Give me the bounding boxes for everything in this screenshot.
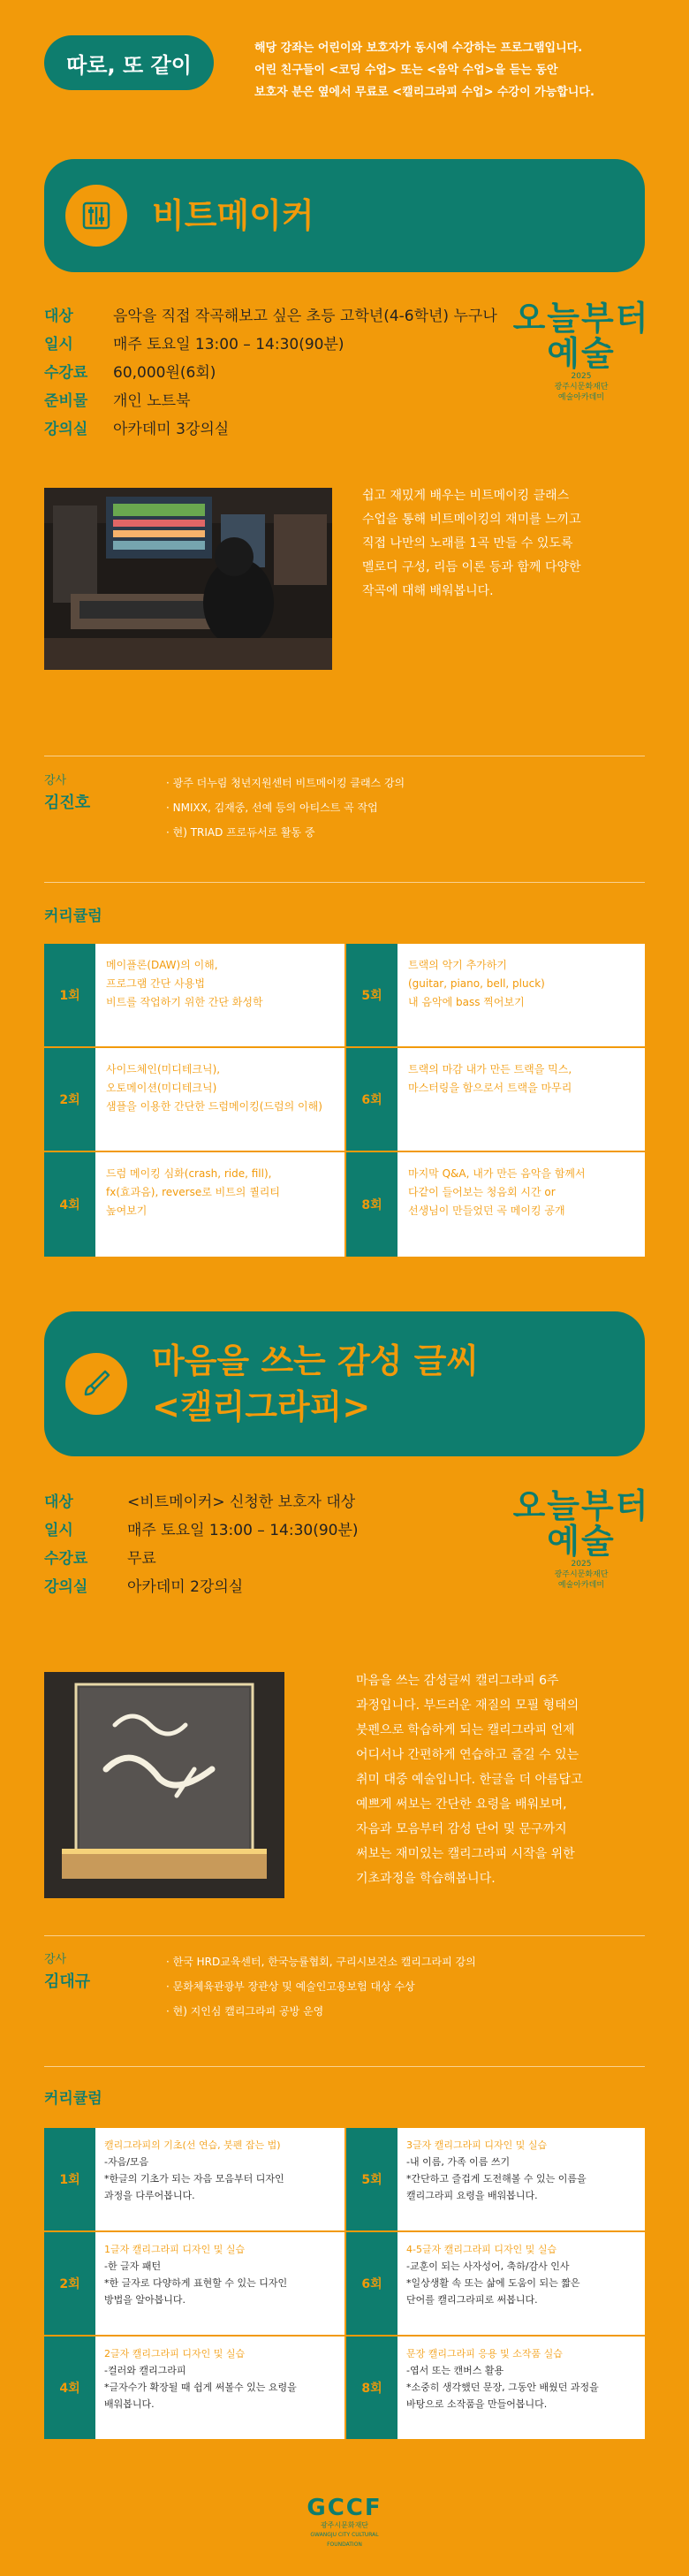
curriculum-cell <box>346 1048 645 1152</box>
divider <box>44 1935 645 1936</box>
desc-line: 마음을 쓰는 감성글씨 캘리그라피 6주 <box>356 1674 559 1688</box>
curriculum-title: 커리큘럼 <box>44 2090 102 2108</box>
curriculum-title: 커리큘럼 <box>44 908 102 925</box>
desc-line: 붓펜으로 학습하게 되는 캘리그라피 언제 <box>356 1723 575 1737</box>
session-text: 사이드체인(미디테크닉), 오토메이션(미디테크닉) 샘플을 이용한 간단한 드럼메이킹(드럼의 이해) <box>106 1063 322 1113</box>
info-value: 매주 토요일 13:00 – 14:30(90분) <box>127 1522 359 1539</box>
teacher-label: 강사 <box>44 774 67 787</box>
info-key: 일시 <box>44 1522 73 1539</box>
divider <box>44 882 645 883</box>
logo-year: 2025 <box>571 1560 592 1569</box>
desc-line: 작곡에 대해 배워봅니다. <box>362 584 494 598</box>
bio-item: · 광주 더누림 청년지원센터 비트메이킹 클래스 강의 <box>166 777 405 789</box>
desc-line: 예쁘게 써보는 간단한 요령을 배워보며, <box>356 1797 567 1812</box>
logo-line: 오늘부터 <box>512 1486 650 1525</box>
studio-photo <box>44 488 332 670</box>
academy-logo <box>511 300 652 403</box>
curriculum-cell <box>44 2128 344 2232</box>
info-row <box>44 1545 359 1573</box>
intro-section <box>44 35 645 99</box>
info-row <box>44 359 497 387</box>
intro-line: 해당 강좌는 어린이와 보호자가 동시에 수강하는 프로그램입니다. <box>254 42 583 55</box>
footer-logo <box>300 2496 389 2549</box>
course-info <box>44 1488 359 1601</box>
bio-item: · NMIXX, 김재중, 선예 등의 아티스트 곡 작업 <box>166 802 378 814</box>
course-banner-beatmaker <box>44 159 645 272</box>
desc-line: 쉽고 재밌게 배우는 비트메이킹 클래스 <box>362 489 570 503</box>
info-key: 강의실 <box>44 421 88 438</box>
desc-line: 수업을 통해 비트메이킹의 재미를 느끼고 <box>362 513 581 527</box>
teacher-name: 김대규 <box>44 1972 91 1991</box>
brush-icon <box>65 1353 127 1415</box>
curriculum-cell <box>346 1152 645 1258</box>
teacher-bio <box>166 1949 476 2024</box>
curriculum-table <box>44 944 645 1258</box>
info-value: 아카데미 2강의실 <box>127 1578 244 1596</box>
session-number: 2회 <box>44 2232 95 2335</box>
session-number: 1회 <box>44 944 95 1046</box>
teacher-bio <box>166 771 405 845</box>
course-title <box>152 1338 479 1430</box>
info-key: 일시 <box>44 336 73 353</box>
desc-line: 취미 대중 예술입니다. 한글을 더 아름답고 <box>356 1773 583 1787</box>
desc-line: 자음과 모음부터 감성 단어 및 문구까지 <box>356 1822 567 1836</box>
logo-line: 예술 <box>547 334 616 373</box>
info-key: 준비물 <box>44 392 88 410</box>
info-row <box>44 302 497 331</box>
bio-item: · 현) TRIAD 프로듀서로 활동 중 <box>166 826 315 839</box>
info-value: 아카데미 3강의실 <box>113 421 230 438</box>
info-value: 매주 토요일 13:00 – 14:30(90분) <box>113 336 344 353</box>
academy-logo <box>511 1488 652 1591</box>
logo-line: 오늘부터 <box>512 299 650 338</box>
session-text: 메이플론(DAW)의 이해, 프로그램 간단 사용법 비트를 작업하기 위한 간단 화성학 <box>106 959 263 1008</box>
logo-line: 예술 <box>547 1522 616 1561</box>
logo-org: 광주시문화재단 <box>554 1570 609 1579</box>
session-number: 8회 <box>346 1152 398 1257</box>
session-text: 2글자 캘리그라피 디자인 및 실습 -컬러와 캘리그라피 *글자수가 확장될 때 쉽게 써볼수 있는 요령을 배워봅니다. <box>104 2348 297 2410</box>
logo-org: 예술아카데미 <box>557 393 605 402</box>
intro-pill: 따로, 또 같이 <box>44 35 214 90</box>
curriculum-cell <box>44 944 344 1048</box>
footer-org-en: GWANGJU CITY CULTURAL FOUNDATION <box>310 2532 379 2548</box>
curriculum-cell <box>44 1152 344 1258</box>
curriculum-table <box>44 2128 645 2441</box>
bio-item: · 문화체육관광부 장관상 및 예술인고용보험 대상 수상 <box>166 1980 415 1993</box>
info-row <box>44 1516 359 1545</box>
bio-item: · 현) 지인심 캘리그라피 공방 운영 <box>166 2005 324 2017</box>
session-number: 8회 <box>346 2337 398 2439</box>
session-text: 드럼 메이킹 심화(crash, ride, fill), fx(효과음), reverse로 비트의 퀄리티 높여보기 <box>106 1167 280 1217</box>
info-value: <비트메이커> 신청한 보호자 대상 <box>127 1493 356 1511</box>
footer-org: 광주시문화재단 <box>320 2521 369 2529</box>
teacher-name: 김진호 <box>44 794 91 812</box>
session-text: 마지막 Q&A, 내가 만든 음악을 함께서 다같이 들어보는 청음회 시간 or 선생님이 만들었던 곡 메이킹 공개 <box>408 1167 586 1217</box>
desc-line: 멜로디 구성, 리듬 이론 등과 함께 다양한 <box>362 560 581 574</box>
session-text: 3글자 캘리그라피 디자인 및 실습 -내 이름, 가족 이름 쓰기 *간단하고 즐겁게 도전해볼 수 있는 이름을 캘리그라피 요령을 배워봅니다. <box>406 2139 587 2201</box>
session-text: 트랙의 마감 내가 만든 트랙을 믹스, 마스터링을 함으로서 트랙을 마무리 <box>408 1063 572 1094</box>
info-key: 수강료 <box>44 1550 88 1568</box>
curriculum-cell <box>346 944 645 1048</box>
curriculum-cell <box>346 2337 645 2441</box>
footer-mark: GCCF <box>307 2495 382 2521</box>
logo-org: 예술아카데미 <box>557 1581 605 1590</box>
info-row <box>44 331 497 359</box>
curriculum-cell <box>44 2232 344 2337</box>
intro-text <box>254 37 594 103</box>
course-description <box>356 1668 583 1891</box>
logo-org: 광주시문화재단 <box>554 383 609 391</box>
course-description <box>362 484 581 604</box>
session-text: 캘리그라피의 기초(선 연습, 붓펜 잡는 법) -자음/모음 *한글의 기초가 되는 자음 모음부터 디자인 과정을 다루어봅니다. <box>104 2139 284 2201</box>
session-number: 4회 <box>44 1152 95 1257</box>
info-row <box>44 387 497 415</box>
info-key: 대상 <box>44 1493 73 1511</box>
info-row <box>44 415 497 444</box>
session-text: 트랙의 악기 추가하기 (guitar, piano, bell, pluck) 내 음악에 bass 찍어보기 <box>408 959 545 1008</box>
info-value: 무료 <box>127 1550 156 1568</box>
session-number: 5회 <box>346 2128 398 2230</box>
curriculum-cell <box>346 2232 645 2337</box>
course-info <box>44 302 497 444</box>
calligraphy-photo <box>44 1672 284 1898</box>
info-key: 수강료 <box>44 364 88 382</box>
info-value: 음악을 직접 작곡해보고 싶은 초등 고학년(4-6학년) 누구나 <box>113 308 497 325</box>
info-row <box>44 1573 359 1601</box>
intro-line: 보호자 분은 옆에서 무료로 <캘리그라피 수업> 수강이 가능합니다. <box>254 86 594 99</box>
bio-item: · 한국 HRD교육센터, 한국능률협회, 구리시보건소 캘리그라피 강의 <box>166 1956 476 1968</box>
session-text: 문장 캘리그라피 응용 및 소작품 실습 -엽서 또는 캔버스 활용 *소중히 생각했던 문장, 그동안 배웠던 과정을 바탕으로 소작품을 만들어봅니다. <box>406 2348 599 2410</box>
session-text: 4-5글자 캘리그라피 디자인 및 실습 -교훈이 되는 사자성어, 축하/감사 인사 *일상생활 속 또는 삶에 도움이 되는 짧은 단어를 캘리그라피로 써봅니다. <box>406 2244 580 2306</box>
divider <box>44 2066 645 2067</box>
curriculum-cell <box>346 2128 645 2232</box>
course-banner-calligraphy <box>44 1311 645 1456</box>
desc-line: 과정입니다. 부드러운 재질의 모필 형태의 <box>356 1698 579 1713</box>
info-key: 강의실 <box>44 1578 88 1596</box>
info-value: 60,000원(6회) <box>113 364 216 382</box>
session-number: 6회 <box>346 1048 398 1151</box>
title-line: <캘리그라피> <box>152 1387 371 1426</box>
session-number: 1회 <box>44 2128 95 2230</box>
desc-line: 써보는 재미있는 캘리그라피 시작을 위한 <box>356 1847 575 1861</box>
info-value: 개인 노트북 <box>113 392 191 410</box>
session-number: 6회 <box>346 2232 398 2335</box>
desc-line: 직접 나만의 노래를 1곡 만들 수 있도록 <box>362 536 573 551</box>
info-row <box>44 1488 359 1516</box>
teacher-label: 강사 <box>44 1953 67 1966</box>
info-key: 대상 <box>44 308 73 325</box>
desc-line: 어디서나 간편하게 연습하고 즐길 수 있는 <box>356 1748 579 1762</box>
curriculum-cell <box>44 1048 344 1152</box>
session-number: 4회 <box>44 2337 95 2439</box>
intro-line: 어린 친구들이 <코딩 수업> 또는 <음악 수업>을 듣는 동안 <box>254 64 558 77</box>
session-number: 5회 <box>346 944 398 1046</box>
desc-line: 기초과정을 학습해봅니다. <box>356 1872 496 1886</box>
curriculum-cell <box>44 2337 344 2441</box>
title-line: 마음을 쓰는 감성 글씨 <box>152 1341 480 1380</box>
music-icon <box>65 185 127 247</box>
session-number: 2회 <box>44 1048 95 1151</box>
course-title: 비트메이커 <box>152 196 314 235</box>
logo-year: 2025 <box>571 372 592 381</box>
session-text: 1글자 캘리그라피 디자인 및 실습 -한 글자 패턴 *한 글자로 다양하게 표현할 수 있는 디자인 방법을 알아봅니다. <box>104 2244 288 2306</box>
